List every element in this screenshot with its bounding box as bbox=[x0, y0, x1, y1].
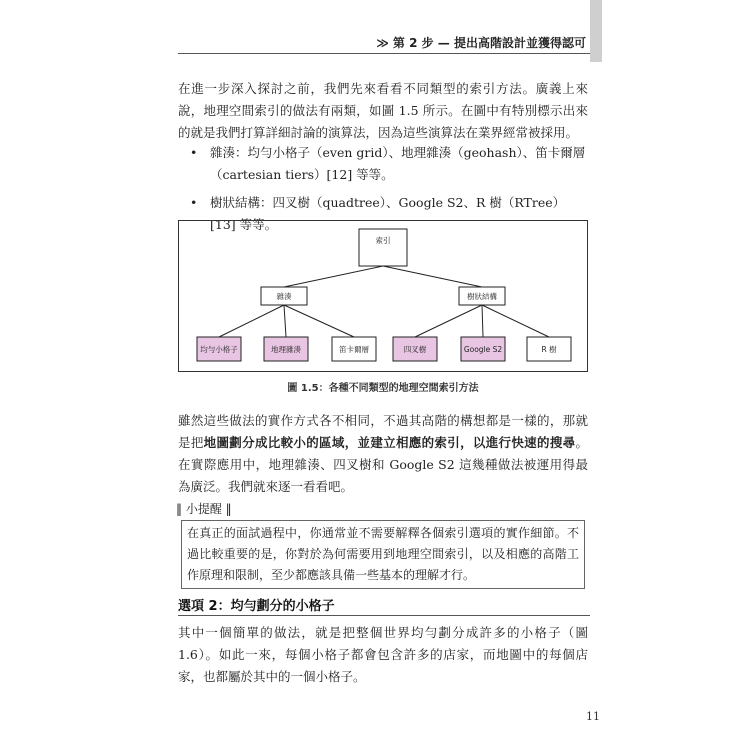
tip-title: ‖ 小提醒 ‖ bbox=[176, 502, 232, 516]
edge-root-tree bbox=[383, 266, 482, 287]
second-paragraph-part2: 。在實際應用中，地理雜湊、四叉樹和 Google S2 這幾種做法被運用得最為廣泛。我們就來逐一看看吧。 bbox=[178, 435, 588, 494]
thumb-tab bbox=[590, 0, 602, 62]
bullet-item-hashing bbox=[190, 142, 588, 186]
leaf-google-s2 bbox=[461, 337, 505, 361]
edge-hash-geohash bbox=[284, 305, 286, 337]
leaf-quadtree bbox=[393, 337, 437, 361]
leaf-cartesian-label: 笛卡爾層 bbox=[339, 345, 369, 354]
bullet-icon: • bbox=[190, 195, 198, 210]
section-rule bbox=[178, 615, 590, 616]
section-heading: 選項 2：均勻劃分的小格子 bbox=[178, 599, 335, 614]
leaf-quadtree-label: 四叉樹 bbox=[403, 345, 427, 354]
running-header: ≫ 第 2 步 — 提出高階設計並獲得認可 bbox=[376, 36, 586, 50]
edge-tree-s2 bbox=[482, 305, 483, 337]
figure-caption: 圖 1.5：各種不同類型的地理空間索引方法 bbox=[287, 383, 479, 394]
edge-hash-cartesian bbox=[284, 305, 354, 337]
header-rule bbox=[178, 53, 590, 54]
node-root-label: 索引 bbox=[375, 236, 391, 245]
tip-box: 在真正的面試過程中，你通常並不需要解釋各個索引選項的實作細節。不過比較重要的是，你對於為何需要用到地理空間索引，以及相應的高階工作原理和限制，至少都應該具備一些基本的理解才行。 bbox=[181, 520, 585, 589]
edge-tree-quadtree bbox=[415, 305, 482, 337]
node-root bbox=[359, 229, 407, 266]
leaf-geohash-label: 地理雜湊 bbox=[271, 345, 301, 354]
leaf-cartesian bbox=[332, 337, 376, 361]
page-number: 11 bbox=[586, 710, 600, 723]
bullet-icon: • bbox=[190, 145, 198, 160]
second-paragraph bbox=[178, 410, 588, 498]
leaf-even-grid bbox=[197, 337, 241, 361]
second-paragraph-part1: 雖然這些做法的實作方式各不相同，不過其高階的構想都是一樣的，那就是把 bbox=[178, 413, 588, 450]
node-hash bbox=[261, 287, 307, 305]
node-hash-label: 雜湊 bbox=[276, 292, 292, 301]
leaf-rtree-label: R 樹 bbox=[541, 345, 557, 354]
figure-index-tree bbox=[178, 220, 588, 372]
second-paragraph-emphasis: 地圖劃分成比較小的區域，並建立相應的索引，以進行快速的搜尋 bbox=[203, 435, 576, 450]
bullet-text: 雜湊：均勻小格子（even grid）、地理雜湊（geohash）、笛卡爾層（cartesian tiers）[12] 等等。 bbox=[210, 145, 586, 182]
edge-root-hash bbox=[284, 266, 383, 287]
leaf-rtree bbox=[527, 337, 571, 361]
leaf-google-s2-label: Google S2 bbox=[463, 345, 503, 354]
index-tree-diagram bbox=[179, 221, 589, 373]
leaf-even-grid-label: 均勻小格子 bbox=[200, 345, 238, 354]
leaf-geohash bbox=[264, 337, 308, 361]
intro-paragraph: 在進一步深入探討之前，我們先來看看不同類型的索引方法。廣義上來說，地理空間索引的做法有兩類，如圖 1.5 所示。在圖中有特別標示出來的就是我們打算詳細討論的演算法，因為這些演算法在業界經常被採用。 bbox=[178, 81, 588, 140]
section-paragraph: 其中一個簡單的做法，就是把整個世界均勻劃分成許多的小格子（圖 1.6）。如此一來，每個小格子都會包含許多的店家，而地圖中的每個店家，也都屬於其中的一個小格子。 bbox=[178, 625, 588, 684]
node-tree bbox=[459, 287, 505, 305]
edge-hash-grid bbox=[219, 305, 284, 337]
edge-tree-rtree bbox=[482, 305, 549, 337]
bullet-text: 樹狀結構：四叉樹（quadtree）、Google S2、R 樹（RTree）[13] 等等。 bbox=[210, 195, 566, 232]
node-tree-label: 樹狀結構 bbox=[467, 292, 497, 301]
